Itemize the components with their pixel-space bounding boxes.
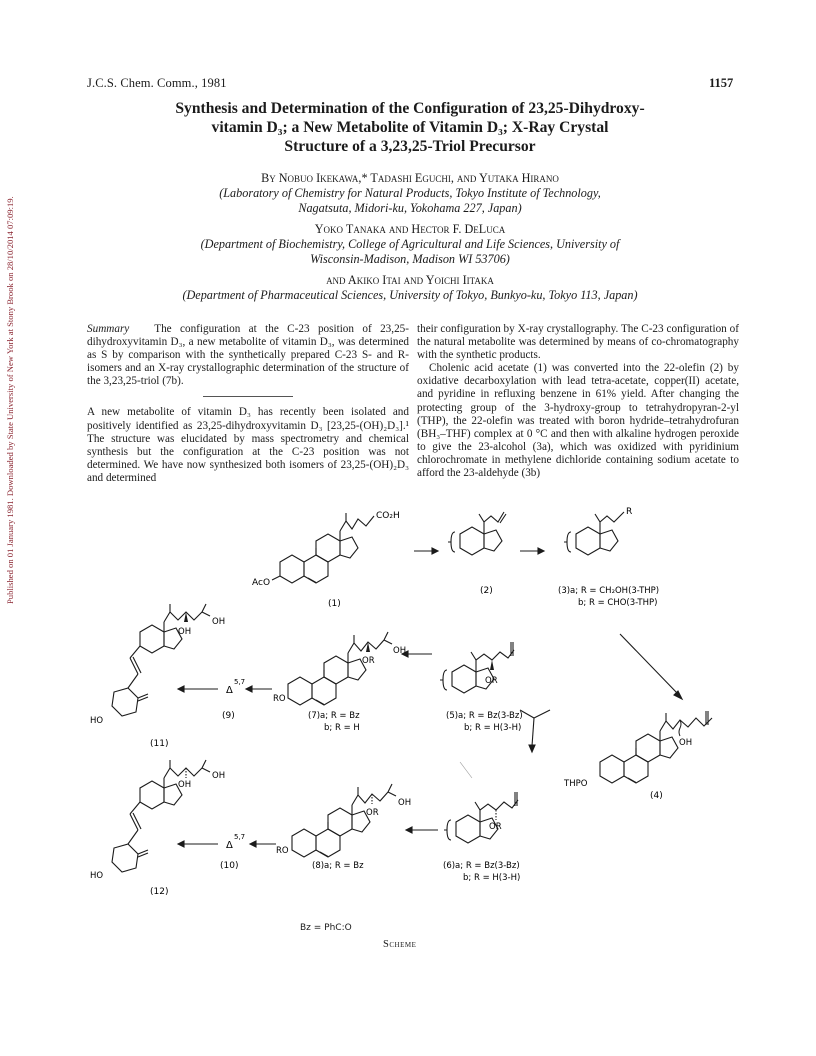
section-rule	[203, 396, 293, 397]
affiliation-2b: Wisconsin-Madison, Madison WI 53706)	[310, 252, 510, 266]
compound-2-structure	[448, 512, 506, 555]
compound-5-structure	[440, 642, 514, 693]
compound-3b-label: b; R = CHO(3-THP)	[578, 598, 658, 608]
oh-label-7: OH	[393, 646, 407, 656]
scan-mark	[460, 762, 472, 778]
ro-label-8: RO	[276, 846, 289, 856]
arrow-2-to-3	[520, 548, 544, 554]
page-number: 1157	[709, 76, 734, 90]
delta-label-9: Δ	[226, 685, 233, 696]
affiliation-2a: (Department of Biochemistry, College of Agricultural and Life Sciences, University of	[200, 237, 620, 251]
scheme-footnote: Bz = PhC:O	[300, 923, 352, 933]
scheme-caption: Scheme	[383, 939, 417, 950]
compound-4-structure	[600, 711, 712, 783]
ho-label-11: HO	[90, 716, 104, 726]
article-title	[100, 99, 720, 156]
or-label-7: OR	[362, 656, 375, 666]
arrow-6-to-8	[406, 827, 438, 833]
aco-label: AcO	[252, 578, 271, 588]
compound-7a-label: (7)a; R = Bz	[308, 711, 360, 721]
arrow-5-to-7	[402, 651, 432, 657]
delta-label-10: Δ	[226, 840, 233, 851]
arrow-9-to-11	[178, 686, 218, 692]
compound-12-structure	[112, 760, 210, 872]
compound-1-label: (1)	[328, 599, 341, 609]
compound-11-label: (11)	[150, 739, 169, 749]
compound-1-structure	[272, 513, 374, 583]
oh-label-4: OH	[679, 738, 693, 748]
or-label-5: OR	[485, 676, 498, 686]
oh-label-12a: OH	[178, 780, 192, 790]
oh-label-11a: OH	[178, 627, 192, 637]
compound-11-structure	[112, 604, 210, 716]
compound-6a-label: (6)a; R = Bz(3-Bz)	[443, 861, 520, 871]
download-notice: Published on 01 January 1981. Downloaded by State University of New York at Stony Brook on 28/10/2014 07:09:19.	[5, 196, 15, 604]
or-label-8: OR	[366, 808, 379, 818]
ho-label-12: HO	[90, 871, 104, 881]
body-paragraph-2: Cholenic acid acetate (1) was converted into the 22-olefin (2) by oxidative decarboxylation with lead tetra-acetate, copper(II) acetate, and pyridine in refluxing benzene in 61% yield. After changing the protecting group of the 3-hydroxy-group to tetrahydropyran-2-yl (THP), the 22-olefin was treated with boron hydride–tetrahydrofuran (BH₃–THF) complex at 0 °C and then with alkaline hydrogen peroxide to give the 23-alcohol (3a), which was oxidized with pyridinium chlorochromate in methylene dichloride containing sodium acetate to afford the 23-aldehyde (3b)	[417, 362, 739, 480]
title-line-1: Synthesis and Determination of the Configuration of 23,25-Dihydroxy-	[175, 100, 645, 117]
compound-3-structure	[564, 512, 624, 555]
oh-label-11b: OH	[212, 617, 226, 627]
compound-3a-label: (3)a; R = CH₂OH(3-THP)	[558, 586, 660, 596]
ro-label-7: RO	[273, 694, 286, 704]
or-label-6: OR	[489, 822, 502, 832]
arrow-8-to-10	[250, 841, 276, 847]
author-group-3: and Akiko Itai and Yoichi Iitaka	[326, 273, 494, 287]
compound-12-label: (12)	[150, 887, 169, 897]
compound-7b-label: b; R = H	[324, 723, 360, 733]
arrow-3-to-4	[620, 634, 682, 699]
oh-label-12b: OH	[212, 771, 226, 781]
title-line-3: Structure of a 3,23,25-Triol Precursor	[284, 138, 536, 155]
compound-6b-label: b; R = H(3-H)	[463, 873, 521, 883]
co2h-label: CO₂H	[376, 511, 400, 521]
compound-5a-label: (5)a; R = Bz(3-Bz)	[446, 711, 523, 721]
summary-label: Summary	[87, 323, 130, 335]
intro-paragraph: A new metabolite of vitamin D₃ has recently been isolated and positively identified as 23,25-dihydroxyvitamin D₃ [23,25-(OH)₂D₃].¹ The structure was elucidated by mass spectrometry and chemical synthesis but the configuration at the C-23 position was not determined. We have now synthesized both isomers of 23,25-(OH)₂D₃ and determined	[87, 406, 409, 484]
authors-block	[90, 171, 730, 303]
compound-8-structure	[292, 784, 396, 857]
compound-6-structure	[444, 792, 518, 843]
branch-arrows	[520, 710, 550, 752]
affiliation-1a: (Laboratory of Chemistry for Natural Products, Tokyo Institute of Technology,	[219, 186, 601, 200]
left-column	[87, 323, 409, 485]
author-group-1: By Nobuo Ikekawa,* Tadashi Eguchi, and Yutaka Hirano	[261, 171, 559, 185]
compound-9-label: (9)	[222, 711, 235, 721]
compound-8a-label: (8)a; R = Bz	[312, 861, 364, 871]
arrow-7-to-9	[246, 686, 272, 692]
right-column	[417, 323, 739, 480]
r-label-3: R	[626, 507, 633, 517]
body-paragraph-1: their configuration by X-ray crystallography. The C-23 configuration of the natural metabolite was determined by means of co-chromatography with the synthetic products.	[417, 323, 739, 362]
summary	[87, 323, 409, 388]
journal-citation: J.C.S. Chem. Comm., 1981	[87, 76, 227, 90]
delta-sup-9: 5,7	[234, 678, 246, 686]
reaction-scheme	[80, 496, 760, 926]
oh-label-8: OH	[398, 798, 412, 808]
summary-text: The configuration at the C-23 position of 23,25-dihydroxyvitamin D₃, a new metabolite of vitamin D₃, was determined as S by comparison with the synthetically prepared C-23 S- and R-isomers and an X-ray crystallographic determination of the structure of the 3,23,25-triol (7b).	[87, 323, 409, 388]
arrow-10-to-12	[178, 841, 218, 847]
compound-2-label: (2)	[480, 586, 493, 596]
title-line-2: vitamin D₃; a New Metabolite of Vitamin D₃; X-Ray Crystal	[211, 119, 609, 136]
compound-4-label: (4)	[650, 791, 663, 801]
running-head	[87, 76, 227, 91]
affiliation-1b: Nagatsuta, Midori-ku, Yokohama 227, Japan)	[298, 201, 522, 215]
delta-sup-10: 5,7	[234, 833, 246, 841]
author-group-2: Yoko Tanaka and Hector F. DeLuca	[314, 222, 506, 236]
arrow-1-to-2	[414, 548, 438, 554]
compound-7-structure	[288, 632, 392, 705]
compound-10-label: (10)	[220, 861, 239, 871]
compound-5b-label: b; R = H(3-H)	[464, 723, 522, 733]
thpo-label: THPO	[564, 779, 588, 789]
affiliation-3: (Department of Pharmaceutical Sciences, University of Tokyo, Bunkyo-ku, Tokyo 113, Japan)	[182, 288, 638, 302]
